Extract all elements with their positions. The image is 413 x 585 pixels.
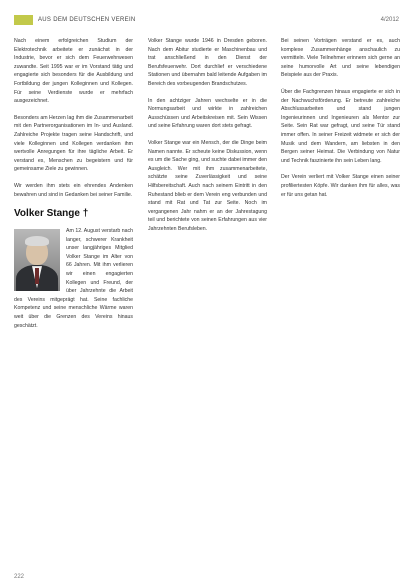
paragraph: Volker Stange wurde 1946 in Dresden geboren. Nach dem Abitur studierte er Maschinenbau und trat anschließend in den Dienst der Berufsfeuerwehr. Dort durchlief er verschiedene Stationen und übernahm bald leitende Aufgaben im Bereich des vorbeugenden Brandschutzes. — [148, 38, 267, 87]
paragraph: Wir werden ihm stets ein ehrendes Andenken bewahren und sind in Gedanken bei seiner Familie. — [14, 182, 133, 198]
paragraph: In den achtziger Jahren wechselte er in die Normungsarbeit und wirkte in zahlreichen Ausschüssen und Arbeitskreisen mit. Sein Wissen und seine Erfahrung waren dort stets gefragt. — [148, 97, 267, 130]
paragraph: Nach einem erfolgreichen Studium der Elektrotechnik arbeitete er zunächst in der Industrie, bevor er sich dem Feuerwehrwesen zuwandte. Seit 1995 war er im Vorstand tätig und engagierte sich besonders für die Ausbildung und Fortbildung der jungen Kolleginnen und Kollegen. Für seine Verdienste wurde er mehrfach ausgezeichnet. — [14, 38, 133, 105]
issue-label: 4/2012 — [380, 17, 399, 23]
photo-tie-shape — [35, 268, 39, 284]
text-column-1 — [14, 37, 133, 338]
paragraph: Der Verein verliert mit Volker Stange einen seiner profiliertesten Köpfe. Wir danken ihm für alles, was er für uns getan hat. — [281, 174, 400, 198]
paragraph: Volker Stange war ein Mensch, der die Dinge beim Namen nannte. Er scheute keine Diskussion, wenn es um die Sache ging, und suchte dabei immer den Ausgleich. Wer mit ihm zusammenarbeitete, schätzte seine Zuverlässigkeit und seine Hilfsbereitschaft. Auch nach seinem Eintritt in den Ruhestand blieb er dem Verein eng verbunden und stand mit Rat und Tat zur Seite. Noch im vergangenen Jahr nahm er an der Jahrestagung teil und berichtete von seinen Erfahrungen aus vier Jahrzehnten Berufsleben. — [148, 139, 267, 232]
text-column-2 — [148, 37, 267, 241]
paragraph: Über die Fachgrenzen hinaus engagierte er sich in der Nachwuchsförderung. Er betreute zahlreiche Abschlussarbeiten und stand jungen Ingenieurinnen und Ingenieuren als Mentor zur Seite. Sein Rat war gefragt, und seine Tür stand immer offen. In seiner Freizeit widmete er sich der Musik und dem Wandern, am liebsten in den Bergen seiner Heimat. Die Verbindung von Natur und Technik faszinierte ihn sein Leben lang. — [281, 88, 400, 164]
page-header — [14, 12, 399, 28]
paragraph: Bei seinen Vorträgen verstand er es, auch komplexe Zusammenhänge anschaulich zu vermitteln. Viele Teilnehmer erinnern sich gerne an seine humorvolle Art und seine lebendigen Beispiele aus der Praxis. — [281, 38, 400, 79]
photo-hair-shape — [25, 236, 49, 246]
section-label: AUS DEM DEUTSCHEN VEREIN — [38, 17, 136, 23]
portrait-photo — [14, 229, 60, 291]
obituary-title: Volker Stange † — [14, 208, 89, 220]
text-column-3 — [281, 37, 400, 207]
page-number: 222 — [14, 574, 25, 580]
paragraph: Am 12. August verstarb nach langer, schwerer Krankheit unser langjähriges Mitglied Volker Stange im Alter von 66 Jahren. Mit ihm verlieren wir einen engagierten Kollegen und Freund, der über Jahrzehnte die Arbeit des Vereins mitgeprägt hat. Seine fachliche Kompetenz und seine menschliche Wärme waren weit über die Grenzen des Vereins hinaus geschätzt. — [14, 228, 133, 329]
section-color-bar — [14, 15, 33, 25]
paragraph: Besonders am Herzen lag ihm die Zusammenarbeit mit den Partnerorganisationen im In- und Ausland. Zahlreiche Projekte tragen seine Handschrift, und viele Kolleginnen und Kollegen verdanken ihm wertvolle Anregungen für ihre tägliche Arbeit. Er verstand es, Menschen zu begeistern und für gemeinsame Ziele zu gewinnen. — [14, 114, 133, 173]
